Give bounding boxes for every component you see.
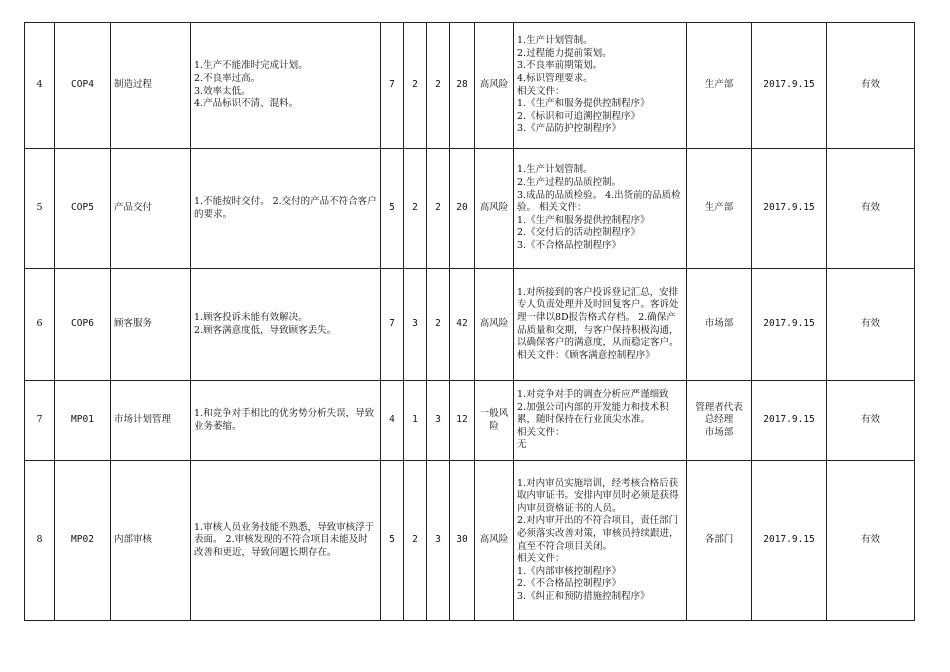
process-name: 内部审核 [111, 461, 191, 621]
severity-value: 7 [381, 269, 404, 381]
control-measures: 1.对内审员实施培训，经考核合格后获取内审证书。安排内审员时必须是获得内审员资格证书的人员。 2.对内审开出的不符合项目，责任部门必须落实改善对策，审核员持续跟进，直至不符合项目关闭。 相关文件： 1.《内部审核控制程序》 2.《不合格品控制程序》 3.《纠正和预防措施控制程序》 [514, 461, 687, 621]
status-value: 有效 [827, 269, 915, 381]
responsible-department: 市场部 [687, 269, 752, 381]
control-measures: 1.对所接到的客户投诉登记汇总，安排专人负责处理并及时回复客户。客诉处理一律以8D报告格式存档。 2.确保产品质量和交期，与客户保持积极沟通，以确保客户的满意度，从而稳定客户。相关文件：《顾客满意控制程序》 [514, 269, 687, 381]
table-row [25, 23, 915, 149]
detection-value: 3 [427, 461, 450, 621]
occurrence-value: 2 [404, 461, 427, 621]
risk-score: 12 [450, 381, 475, 461]
detection-value: 2 [427, 149, 450, 269]
process-code: COP4 [55, 23, 111, 149]
status-value: 有效 [827, 23, 915, 149]
status-value: 有效 [827, 461, 915, 621]
table-row [25, 381, 915, 461]
process-name: 市场计划管理 [111, 381, 191, 461]
responsible-department: 生产部 [687, 149, 752, 269]
table-row [25, 461, 915, 621]
risk-description: 1.审核人员业务技能不熟悉，导致审核浮于表面。 2.审核发现的不符合项目未能及时改善和更近，导致问题长期存在。 [191, 461, 381, 621]
process-name: 顾客服务 [111, 269, 191, 381]
occurrence-value: 3 [404, 269, 427, 381]
risk-score: 30 [450, 461, 475, 621]
risk-level: 高风险 [475, 23, 514, 149]
effective-date: 2017.9.15 [752, 269, 827, 381]
risk-score: 42 [450, 269, 475, 381]
severity-value: 4 [381, 381, 404, 461]
severity-value: 5 [381, 461, 404, 621]
occurrence-value: 2 [404, 149, 427, 269]
process-name: 制造过程 [111, 23, 191, 149]
table-row [25, 149, 915, 269]
responsible-department: 管理者代表 总经理 市场部 [687, 381, 752, 461]
detection-value: 2 [427, 269, 450, 381]
process-code: COP5 [55, 149, 111, 269]
effective-date: 2017.9.15 [752, 461, 827, 621]
process-code: MP01 [55, 381, 111, 461]
row-number: 5 [25, 149, 55, 269]
risk-assessment-table [24, 22, 915, 621]
risk-score: 28 [450, 23, 475, 149]
effective-date: 2017.9.15 [752, 149, 827, 269]
table-body [25, 23, 915, 621]
table-row [25, 269, 915, 381]
risk-description: 1.顾客投诉未能有效解决。 2.顾客满意度低，导致顾客丢失。 [191, 269, 381, 381]
process-name: 产品交付 [111, 149, 191, 269]
detection-value: 2 [427, 23, 450, 149]
row-number: 7 [25, 381, 55, 461]
occurrence-value: 1 [404, 381, 427, 461]
risk-score: 20 [450, 149, 475, 269]
risk-description: 1.生产不能准时完成计划。 2.不良率过高。 3.效率太低。 4.产品标识不清、混料。 [191, 23, 381, 149]
risk-level: 高风险 [475, 149, 514, 269]
occurrence-value: 2 [404, 23, 427, 149]
process-code: MP02 [55, 461, 111, 621]
control-measures: 1.生产计划管制。 2.生产过程的品质控制。 3.成品的品质检验。 4.出货前的品质检验。 相关文件： 1.《生产和服务提供控制程序》 2.《交付后的活动控制程序》 3.《不合格品控制程序》 [514, 149, 687, 269]
risk-description: 1.不能按时交付。 2.交付的产品不符合客户的要求。 [191, 149, 381, 269]
control-measures: 1.对竞争对手的调查分析应严谨细致 2.加强公司内部的开发能力和技术积累，随时保持在行业顶尖水准。 相关文件： 无 [514, 381, 687, 461]
effective-date: 2017.9.15 [752, 23, 827, 149]
responsible-department: 生产部 [687, 23, 752, 149]
effective-date: 2017.9.15 [752, 381, 827, 461]
responsible-department: 各部门 [687, 461, 752, 621]
severity-value: 7 [381, 23, 404, 149]
row-number: 8 [25, 461, 55, 621]
risk-level: 一般风险 [475, 381, 514, 461]
status-value: 有效 [827, 149, 915, 269]
control-measures: 1.生产计划管制。 2.过程能力提前策划。 3.不良率前期策划。 4.标识管理要求。 相关文件： 1.《生产和服务提供控制程序》 2.《标识和可追溯控制程序》 3.《产品防护控制程序》 [514, 23, 687, 149]
process-code: COP6 [55, 269, 111, 381]
row-number: 4 [25, 23, 55, 149]
status-value: 有效 [827, 381, 915, 461]
row-number: 6 [25, 269, 55, 381]
detection-value: 3 [427, 381, 450, 461]
risk-level: 高风险 [475, 461, 514, 621]
severity-value: 5 [381, 149, 404, 269]
risk-description: 1.和竞争对手相比的优劣势分析失误，导致业务萎缩。 [191, 381, 381, 461]
risk-level: 高风险 [475, 269, 514, 381]
